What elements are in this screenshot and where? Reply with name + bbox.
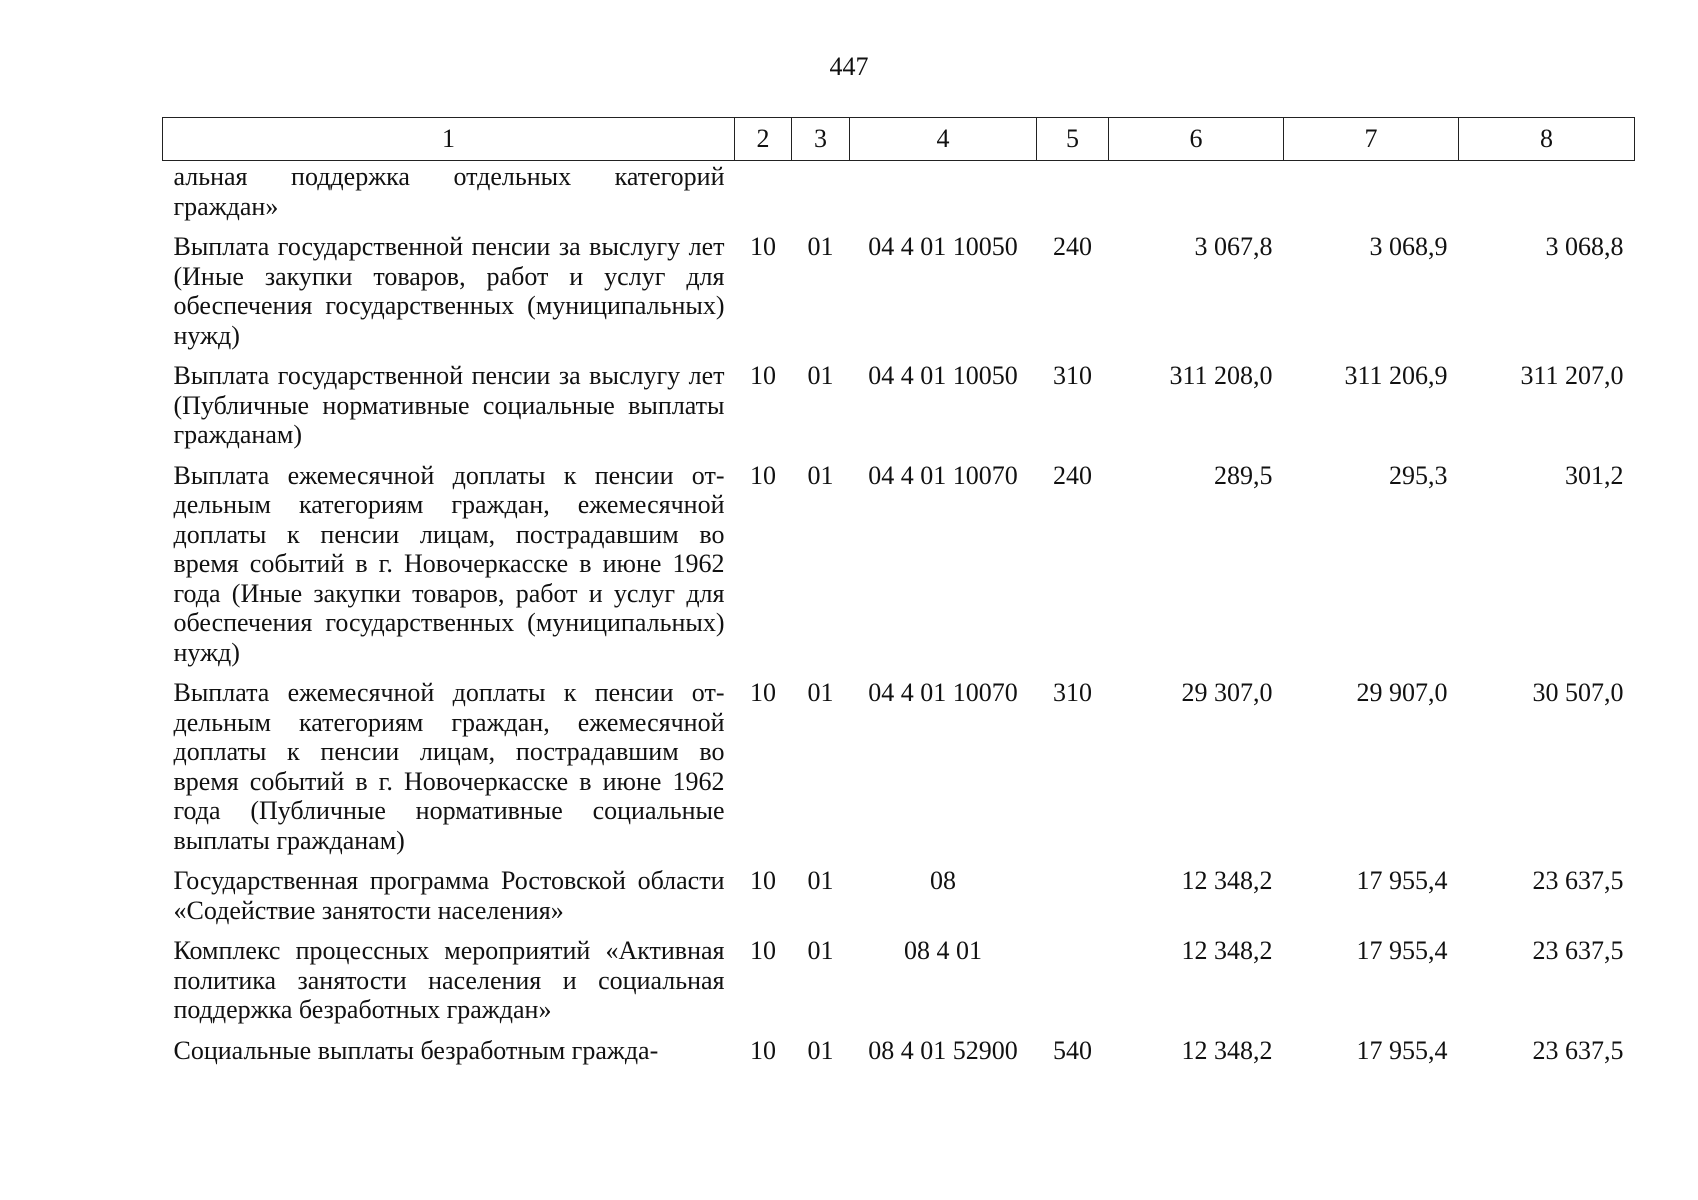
header-col-4: 4: [850, 118, 1037, 161]
row-value-col-8: 311 207,0: [1520, 361, 1624, 390]
row-value-col-8: 3 068,8: [1545, 232, 1624, 261]
row-value-col-6: 12 348,2: [1181, 936, 1273, 965]
row-value-col-7: 311 206,9: [1344, 361, 1448, 390]
row-value-col-6: [1109, 161, 1284, 233]
table-row: [163, 866, 1635, 936]
row-section: 10: [750, 1035, 776, 1065]
row-value-col-8: 23 637,5: [1532, 1035, 1624, 1065]
table-row: [163, 461, 1635, 679]
row-value-col-7: 295,3: [1389, 460, 1448, 490]
row-value-col-7: 29 907,0: [1356, 678, 1448, 707]
row-expense-type: 540: [1053, 1035, 1092, 1065]
row-subsection: 01: [807, 936, 834, 965]
row-target-article: 08: [930, 866, 956, 895]
row-section: 10: [750, 866, 776, 895]
row-value-col-8: 301,2: [1565, 460, 1624, 490]
row-target-article: 08 4 01 52900: [868, 1035, 1018, 1065]
row-subsection: 01: [807, 232, 834, 261]
row-name: Социальные выплаты безработным гражда-: [173, 1035, 659, 1065]
row-subsection: 01: [807, 361, 834, 390]
header-col-6: 6: [1109, 118, 1284, 161]
row-subsection: 01: [807, 678, 834, 707]
row-name: Выплата ежемесячной доплаты к пенсии отдельным категориям граждан, ежемесячной доплаты к пенсии лицам, пострадавшим во время событий в г. Новочеркасске в июне 1962 года (Иные закупки товаров, работ и услуг для обеспечения государственных (муниципальных) нужд): [173, 460, 725, 667]
row-target-article: 04 4 01 10050: [868, 232, 1018, 261]
row-expense-type: [1037, 936, 1109, 1036]
row-section: 10: [750, 232, 776, 261]
table-row: [163, 361, 1635, 461]
row-value-col-7: 17 955,4: [1356, 866, 1448, 895]
row-subsection: [792, 161, 850, 233]
row-value-col-6: 12 348,2: [1181, 1035, 1273, 1065]
table-row: [163, 678, 1635, 866]
row-value-col-6: 289,5: [1214, 460, 1273, 490]
row-section: [735, 161, 792, 233]
row-value-col-6: 3 067,8: [1194, 232, 1273, 261]
table-row: [163, 161, 1635, 233]
table-row: [163, 936, 1635, 1036]
header-row: [163, 118, 1635, 161]
row-expense-type: 310: [1053, 361, 1092, 390]
row-name: Выплата государственной пенсии за выслугу лет (Иные закупки товаров, работ и услуг для обеспечения государственных (муниципальных) нужд): [173, 232, 725, 350]
row-section: 10: [750, 361, 776, 390]
row-value-col-7: [1284, 161, 1459, 233]
table-row: [163, 1036, 1635, 1077]
header-col-2: 2: [735, 118, 792, 161]
row-section: 10: [750, 936, 776, 965]
row-value-col-7: 3 068,9: [1369, 232, 1448, 261]
row-expense-type: [1037, 161, 1109, 233]
row-value-col-6: 12 348,2: [1181, 866, 1273, 895]
header-col-1: 1: [163, 118, 735, 161]
row-name: Государственная программа Ростовской области «Содействие занятости населения»: [173, 866, 725, 925]
row-section: 10: [750, 678, 776, 707]
row-section: 10: [750, 460, 776, 490]
row-name: Выплата государственной пенсии за выслугу лет (Публичные нормативные социальные выплаты гражданам): [173, 361, 725, 449]
row-value-col-8: 30 507,0: [1532, 678, 1624, 707]
row-value-col-8: 23 637,5: [1532, 936, 1624, 965]
row-target-article: 04 4 01 10070: [868, 678, 1018, 707]
row-value-col-6: 29 307,0: [1181, 678, 1273, 707]
row-name: Выплата ежемесячной доплаты к пенсии отдельным категориям граждан, ежемесячной доплаты к пенсии лицам, пострадавшим во время событий в г. Новочеркасске в июне 1962 года (Публичные нормативные социальные выплаты гражданам): [173, 678, 725, 855]
row-value-col-8: [1459, 161, 1635, 233]
row-subsection: 01: [807, 460, 834, 490]
row-target-article: 08 4 01: [904, 936, 982, 965]
row-subsection: 01: [807, 866, 834, 895]
row-value-col-7: 17 955,4: [1356, 936, 1448, 965]
row-name: альная поддержка отдельных категорий граждан»: [173, 162, 725, 221]
header-col-8: 8: [1459, 118, 1635, 161]
table-row: [163, 232, 1635, 361]
row-target-article: 04 4 01 10070: [868, 460, 1018, 490]
row-subsection: 01: [807, 1035, 834, 1065]
row-value-col-7: 17 955,4: [1356, 1035, 1448, 1065]
row-value-col-6: 311 208,0: [1169, 361, 1273, 390]
header-col-3: 3: [792, 118, 850, 161]
table-body: [163, 161, 1635, 1077]
header-col-5: 5: [1037, 118, 1109, 161]
header-col-7: 7: [1284, 118, 1459, 161]
table-header: [163, 118, 1635, 161]
row-expense-type: 240: [1053, 232, 1092, 261]
row-target-article: 04 4 01 10050: [868, 361, 1018, 390]
row-expense-type: [1037, 866, 1109, 936]
row-value-col-8: 23 637,5: [1532, 866, 1624, 895]
budget-table: [162, 117, 1635, 1076]
row-target-article: [850, 161, 1037, 233]
row-expense-type: 240: [1053, 460, 1092, 490]
page-number: 447: [829, 52, 869, 81]
row-name: Комплекс процессных мероприятий «Активная политика занятости населения и социальная поддержка безработных граждан»: [173, 936, 725, 1024]
row-expense-type: 310: [1053, 678, 1092, 707]
